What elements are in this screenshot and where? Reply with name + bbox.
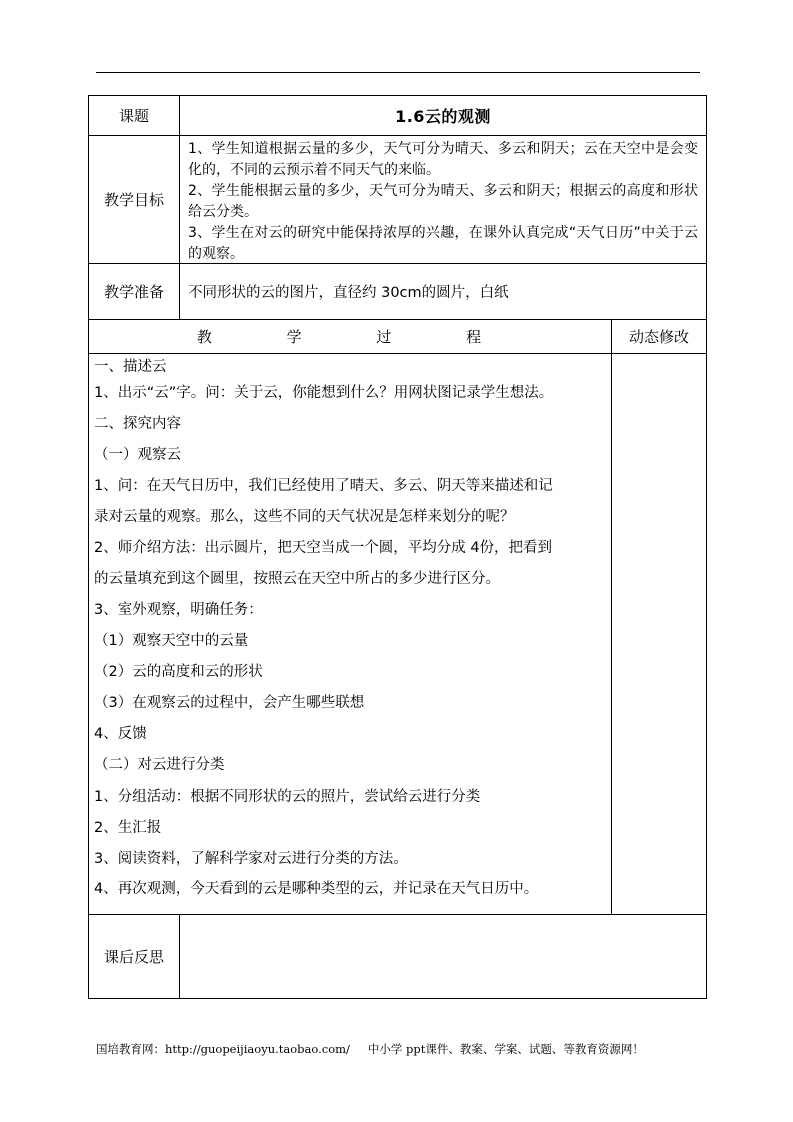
goals-label: 教学目标 <box>103 191 164 209</box>
prep-label: 教学准备 <box>103 283 164 301</box>
process-line: （一）观察云 <box>94 447 181 463</box>
process-line: 2、师介绍方法：出示圆片，把天空当成一个圆，平均分成 4份，把看到 <box>94 540 553 556</box>
dynamic-header: 动态修改 <box>628 328 689 346</box>
footer-site[interactable]: 国培教育网：http://guopeijiaoyu.taobao.com/ <box>96 1042 350 1056</box>
prep-text: 不同形状的云的图片，直径约 30cm的圆片，白纸 <box>188 285 509 301</box>
process-line: （二）对云进行分类 <box>94 757 225 773</box>
process-line: 4、再次观测，今天看到的云是哪种类型的云，并记录在天气日历中。 <box>94 881 539 897</box>
goal-item: 1、学生知道根据云量的多少，天气可分为晴天、多云和阴天；云在天空中是会变化的，不同的云预示着不同天气的来临。 <box>188 141 698 178</box>
process-header <box>89 320 611 353</box>
process-line: 1、分组活动：根据不同形状的云的照片，尝试给云进行分类 <box>94 789 481 805</box>
header-rule <box>96 72 700 73</box>
goal-item: 3、学生在对云的研究中能保持浓厚的兴趣，在课外认真完成“天气日历”中关于云的观察。 <box>188 225 698 262</box>
process-line: （1）观察天空中的云量 <box>94 633 249 649</box>
process-line: 录对云量的观察。那么，这些不同的天气状况是怎样来划分的呢？ <box>94 509 515 525</box>
process-line: 1、出示“云”字。问：关于云，你能想到什么？用网状图记录学生想法。 <box>94 385 554 401</box>
process-line: 的云量填充到这个圆里，按照云在天空中所占的多少进行区分。 <box>94 571 500 587</box>
process-line: 1、问：在天气日历中，我们已经使用了晴天、多云、阴天等来描述和记 <box>94 478 553 494</box>
process-header-text: 教 学 过 程 <box>196 328 504 346</box>
page-footer <box>96 1041 644 1057</box>
subject-label: 课题 <box>118 107 149 125</box>
lesson-title: 1.6云的观测 <box>395 107 491 126</box>
process-line: 2、生汇报 <box>94 820 162 836</box>
reflection-content[interactable] <box>180 915 706 998</box>
goal-item: 2、学生能根据云量的多少，天气可分为晴天、多云和阴天；根据云的高度和形状给云分类。 <box>188 183 698 220</box>
process-line: 3、室外观察，明确任务： <box>94 602 263 618</box>
process-line: 4、反馈 <box>94 726 147 742</box>
footer-slogan: 中小学 ppt课件、教案、学案、试题、等教育资源网！ <box>367 1042 644 1056</box>
process-line: （3）在观察云的过程中，会产生哪些联想 <box>94 695 365 711</box>
process-line: 一、描述云 <box>94 359 167 375</box>
process-line: 二、探究内容 <box>94 416 181 432</box>
process-line: 3、阅读资料，了解科学家对云进行分类的方法。 <box>94 851 408 867</box>
goals-text <box>180 136 706 263</box>
reflection-label: 课后反思 <box>103 948 164 966</box>
process-line: （2）云的高度和云的形状 <box>94 664 263 680</box>
